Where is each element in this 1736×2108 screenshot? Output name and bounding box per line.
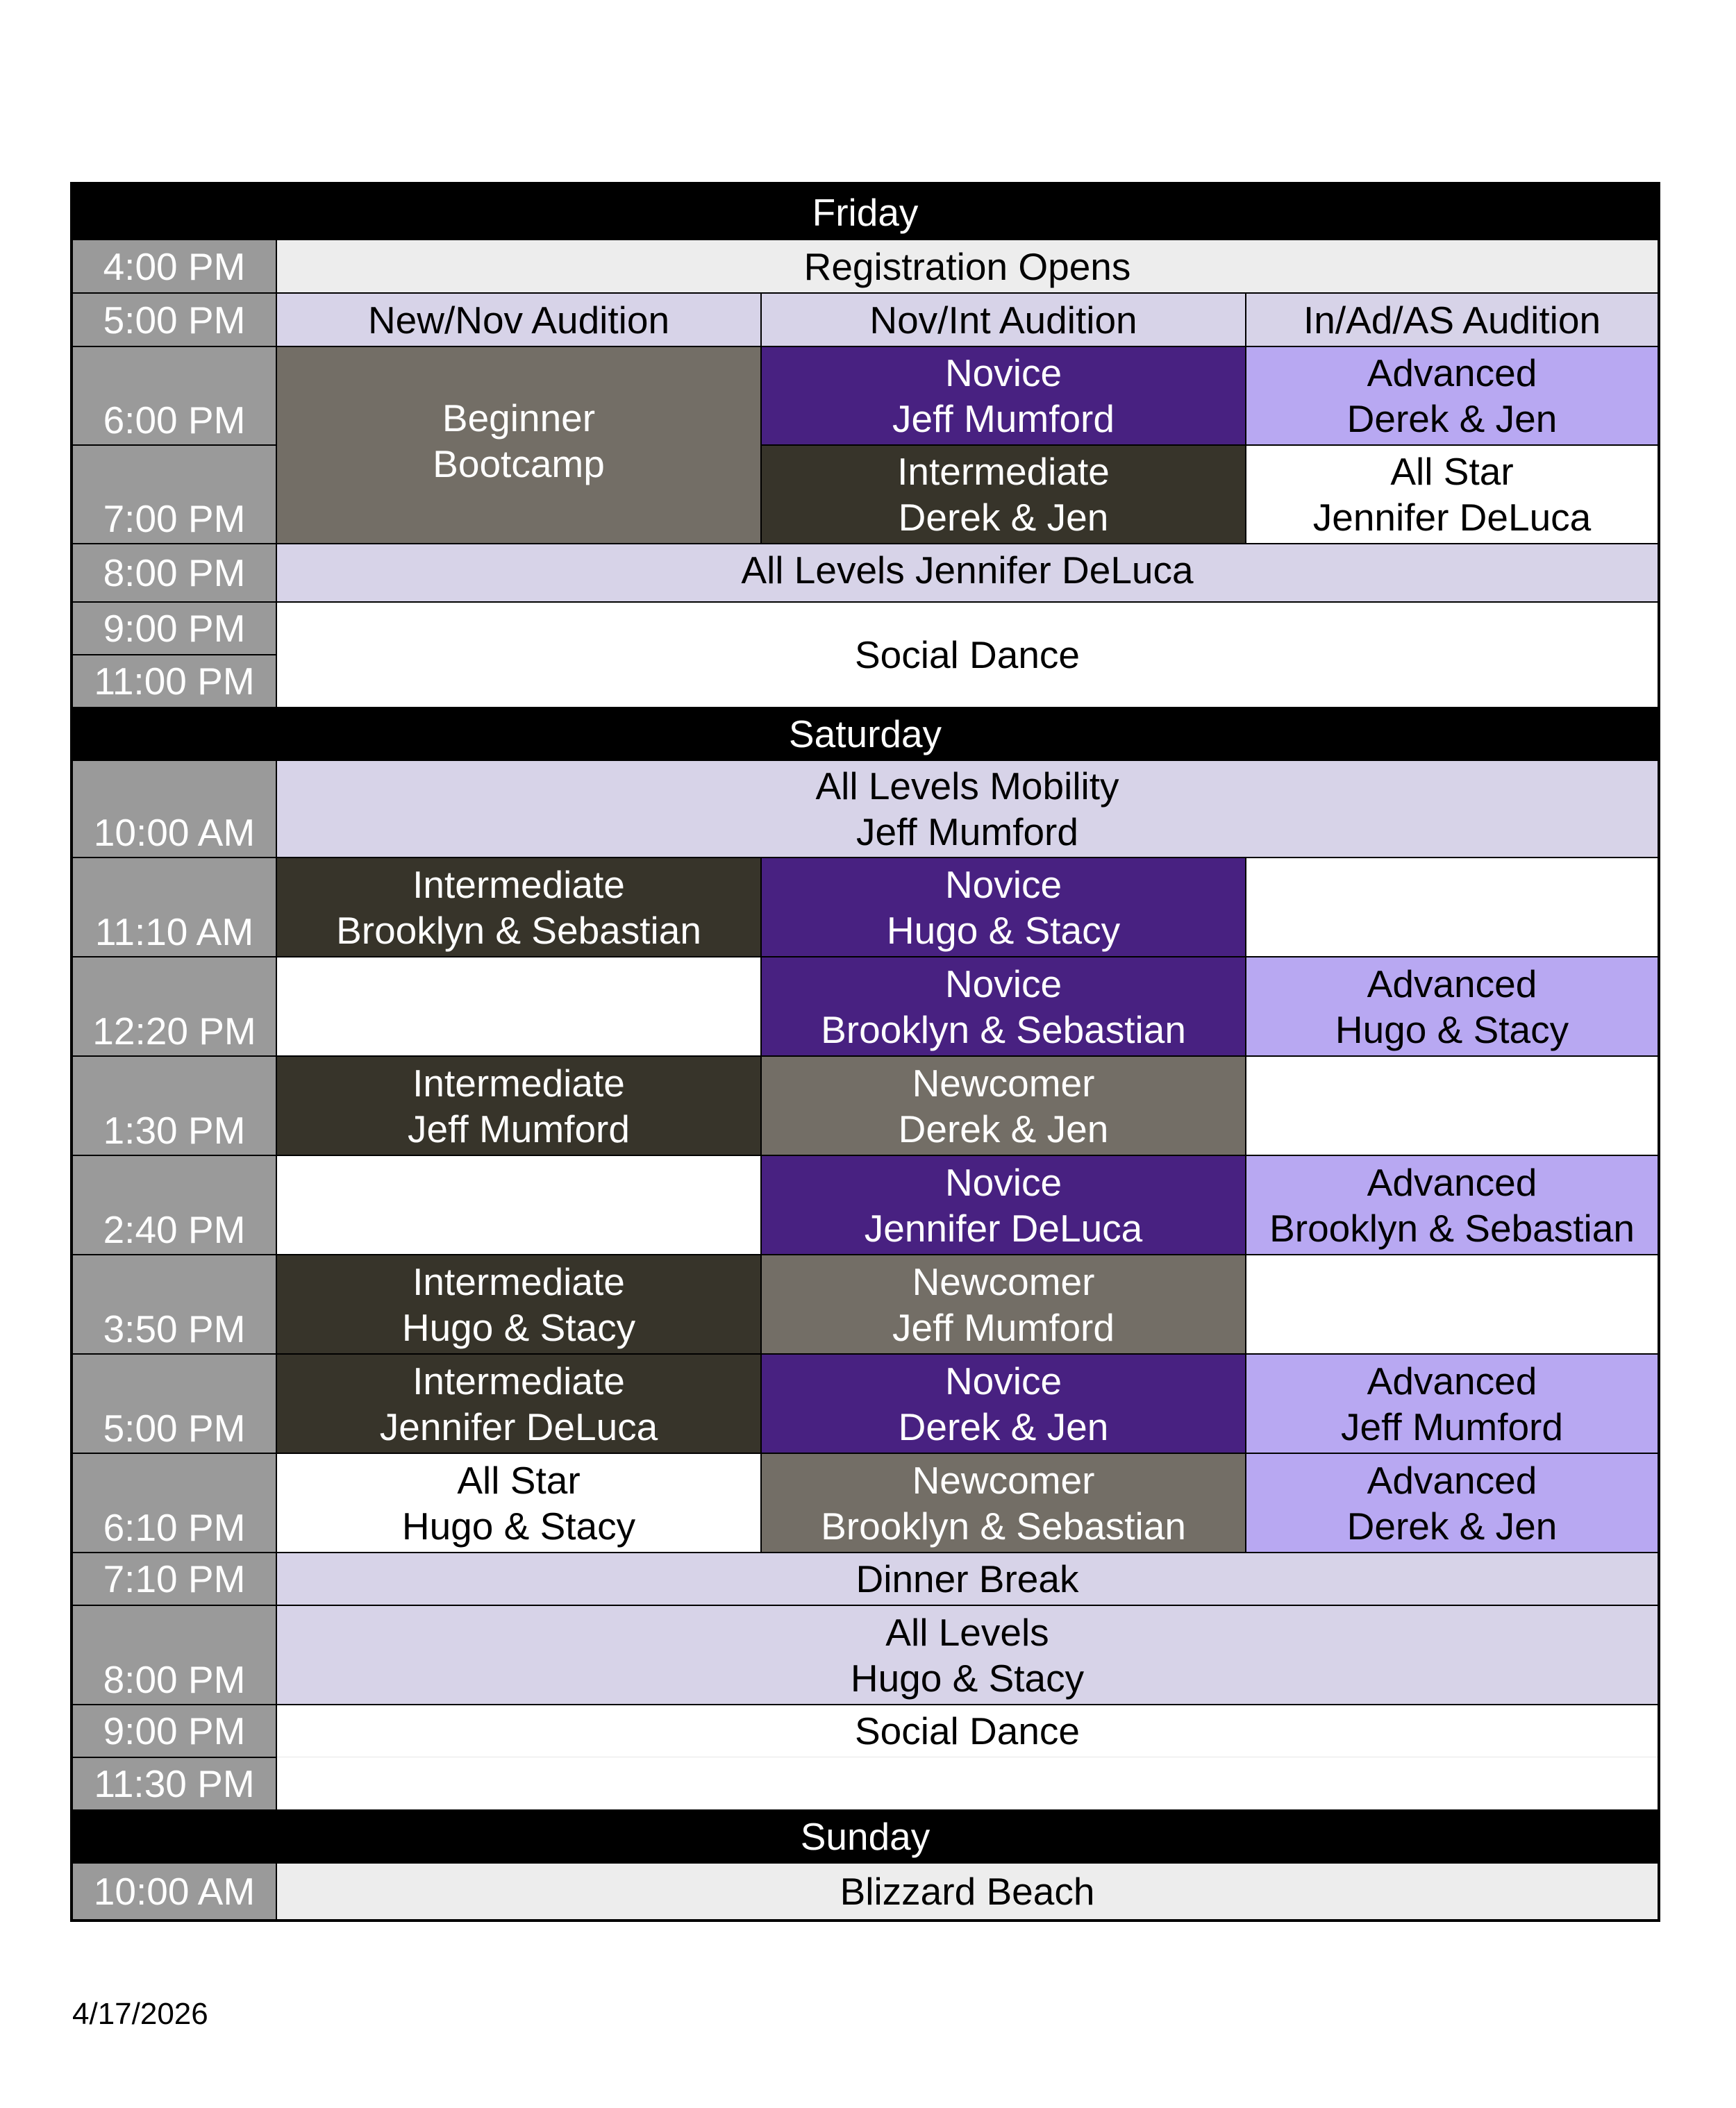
day-label: Friday — [812, 191, 919, 234]
time-label: 10:00 AM — [73, 1864, 276, 1919]
class-intermediate: Intermediate Jeff Mumford — [277, 1057, 760, 1155]
footer-date: 4/17/2026 — [72, 1997, 208, 2031]
day-header-saturday — [73, 708, 1658, 760]
class-advanced: Advanced Jeff Mumford — [1246, 1355, 1658, 1453]
class-newcomer: Newcomer Derek & Jen — [762, 1057, 1245, 1155]
class-newcomer: Newcomer Brooklyn & Sebastian — [762, 1454, 1245, 1552]
schedule-table — [70, 182, 1660, 1922]
class-advanced: Advanced Hugo & Stacy — [1246, 957, 1658, 1055]
day-label: Sunday — [800, 1815, 930, 1858]
time-label: 11:00 PM — [73, 655, 276, 707]
class-advanced: Advanced Brooklyn & Sebastian — [1246, 1156, 1658, 1254]
class-all-star: All Star Jennifer DeLuca — [1246, 446, 1658, 543]
class-intermediate: Intermediate Brooklyn & Sebastian — [277, 858, 760, 956]
time-label: 7:00 PM — [73, 446, 276, 543]
class-intermediate: Intermediate Jennifer DeLuca — [277, 1355, 760, 1453]
time-label: 2:40 PM — [73, 1156, 276, 1254]
registration-opens: Registration Opens — [277, 240, 1658, 292]
class-all-star: All Star Hugo & Stacy — [277, 1454, 760, 1552]
time-label: 8:00 PM — [73, 544, 276, 601]
time-label: 9:00 PM — [73, 603, 276, 654]
beginner-bootcamp: Beginner Bootcamp — [277, 347, 760, 543]
class-newcomer: Newcomer Jeff Mumford — [762, 1255, 1245, 1353]
class-advanced: Advanced Derek & Jen — [1246, 1454, 1658, 1552]
class-all-levels: All Levels Jennifer DeLuca — [277, 544, 1658, 601]
time-label: 5:00 PM — [73, 1355, 276, 1453]
time-label: 4:00 PM — [73, 240, 276, 292]
class-novice: Novice Hugo & Stacy — [762, 858, 1245, 956]
social-dance: Social Dance — [277, 603, 1658, 707]
time-label: 10:00 AM — [73, 761, 276, 857]
time-label: 5:00 PM — [73, 294, 276, 346]
audition-new-nov: New/Nov Audition — [277, 294, 760, 346]
class-intermediate: Intermediate Derek & Jen — [762, 446, 1245, 543]
empty-slot — [1246, 858, 1658, 956]
empty-slot — [1246, 1255, 1658, 1353]
empty-slot — [277, 1156, 760, 1254]
time-label: 11:10 AM — [73, 858, 276, 956]
social-dance: Social Dance — [277, 1705, 1658, 1809]
time-label: 7:10 PM — [73, 1553, 276, 1605]
day-header-sunday — [73, 1811, 1658, 1862]
empty-slot — [1246, 1057, 1658, 1155]
class-all-levels-mobility: All Levels Mobility Jeff Mumford — [277, 761, 1658, 857]
day-label: Saturday — [788, 712, 942, 755]
time-label: 3:50 PM — [73, 1255, 276, 1353]
empty-slot — [277, 957, 760, 1055]
time-label: 6:10 PM — [73, 1454, 276, 1552]
time-label: 12:20 PM — [73, 957, 276, 1055]
time-label: 8:00 PM — [73, 1606, 276, 1704]
time-label: 1:30 PM — [73, 1057, 276, 1155]
dinner-break: Dinner Break — [277, 1553, 1658, 1605]
class-novice: Novice Brooklyn & Sebastian — [762, 957, 1245, 1055]
audition-nov-int: Nov/Int Audition — [762, 294, 1245, 346]
class-intermediate: Intermediate Hugo & Stacy — [277, 1255, 760, 1353]
class-advanced: Advanced Derek & Jen — [1246, 347, 1658, 444]
day-header-friday — [73, 185, 1658, 240]
class-novice: Novice Derek & Jen — [762, 1355, 1245, 1453]
class-novice: Novice Jennifer DeLuca — [762, 1156, 1245, 1254]
blizzard-beach: Blizzard Beach — [277, 1864, 1658, 1919]
time-label: 9:00 PM — [73, 1705, 276, 1757]
time-label: 11:30 PM — [73, 1758, 276, 1809]
class-novice: Novice Jeff Mumford — [762, 347, 1245, 444]
class-all-levels: All Levels Hugo & Stacy — [277, 1606, 1658, 1704]
time-label: 6:00 PM — [73, 347, 276, 444]
audition-in-ad-as: In/Ad/AS Audition — [1246, 294, 1658, 346]
